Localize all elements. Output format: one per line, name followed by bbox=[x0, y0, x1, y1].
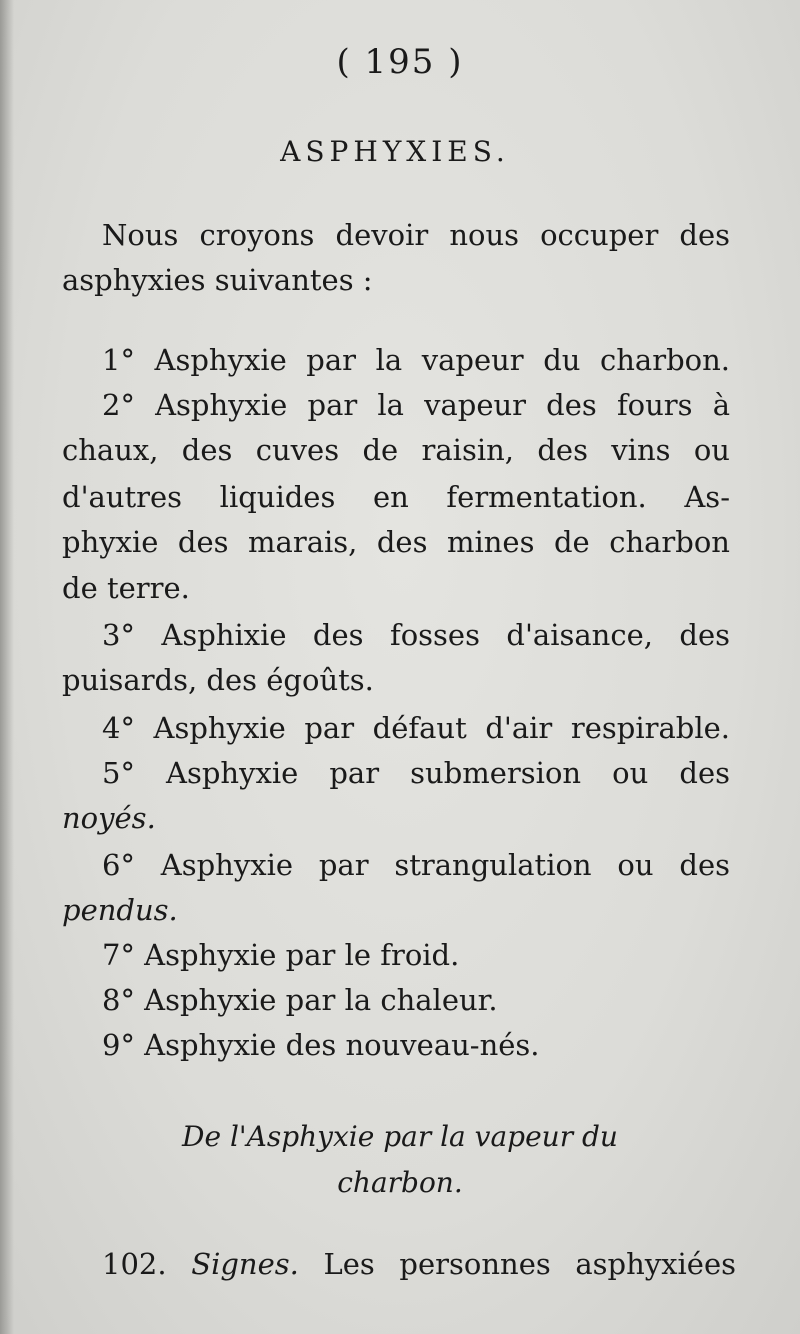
list-item-2-line-1: 2° Asphyxie par la vapeur des fours à bbox=[102, 388, 730, 422]
paragraph-start bbox=[102, 1247, 736, 1281]
intro-line-2: asphyxies suivantes : bbox=[62, 263, 373, 297]
list-item-5-line-2: noyés. bbox=[62, 801, 156, 835]
list-item-1: 1° Asphyxie par la vapeur du charbon. bbox=[102, 343, 730, 377]
list-item-3-line-2: puisards, des égoûts. bbox=[62, 663, 374, 697]
subheading-line-1: De l'Asphyxie par la vapeur du bbox=[182, 1120, 618, 1153]
list-item-6-line-1: 6° Asphyxie par strangulation ou des bbox=[102, 848, 730, 882]
list-item-5-line-1: 5° Asphyxie par submersion ou des bbox=[102, 756, 730, 790]
paragraph-title: Signes. bbox=[191, 1247, 299, 1281]
list-item-7: 7° Asphyxie par le froid. bbox=[102, 938, 460, 972]
paragraph-number: 102. bbox=[102, 1247, 167, 1281]
list-item-3-line-1: 3° Asphixie des fosses d'aisance, des bbox=[102, 618, 730, 652]
paragraph-text: Les personnes asphyxiées bbox=[323, 1247, 736, 1281]
intro-line-1: Nous croyons devoir nous occuper des bbox=[102, 218, 730, 252]
list-item-2-line-2: chaux, des cuves de raisin, des vins ou bbox=[62, 433, 730, 467]
list-item-8: 8° Asphyxie par la chaleur. bbox=[102, 983, 498, 1017]
section-heading: ASPHYXIES. bbox=[280, 135, 510, 168]
page-number: ( 195 ) bbox=[336, 42, 464, 82]
list-item-2-line-5: de terre. bbox=[62, 571, 190, 605]
subheading-line-2: charbon. bbox=[337, 1166, 463, 1199]
list-item-6-line-2: pendus. bbox=[62, 893, 178, 927]
list-item-2-line-4: phyxie des marais, des mines de charbon bbox=[62, 525, 730, 559]
list-item-4: 4° Asphyxie par défaut d'air respirable. bbox=[102, 711, 730, 745]
list-item-2-line-3: d'autres liquides en fermentation. As- bbox=[62, 480, 730, 514]
list-item-9: 9° Asphyxie des nouveau-nés. bbox=[102, 1028, 540, 1062]
